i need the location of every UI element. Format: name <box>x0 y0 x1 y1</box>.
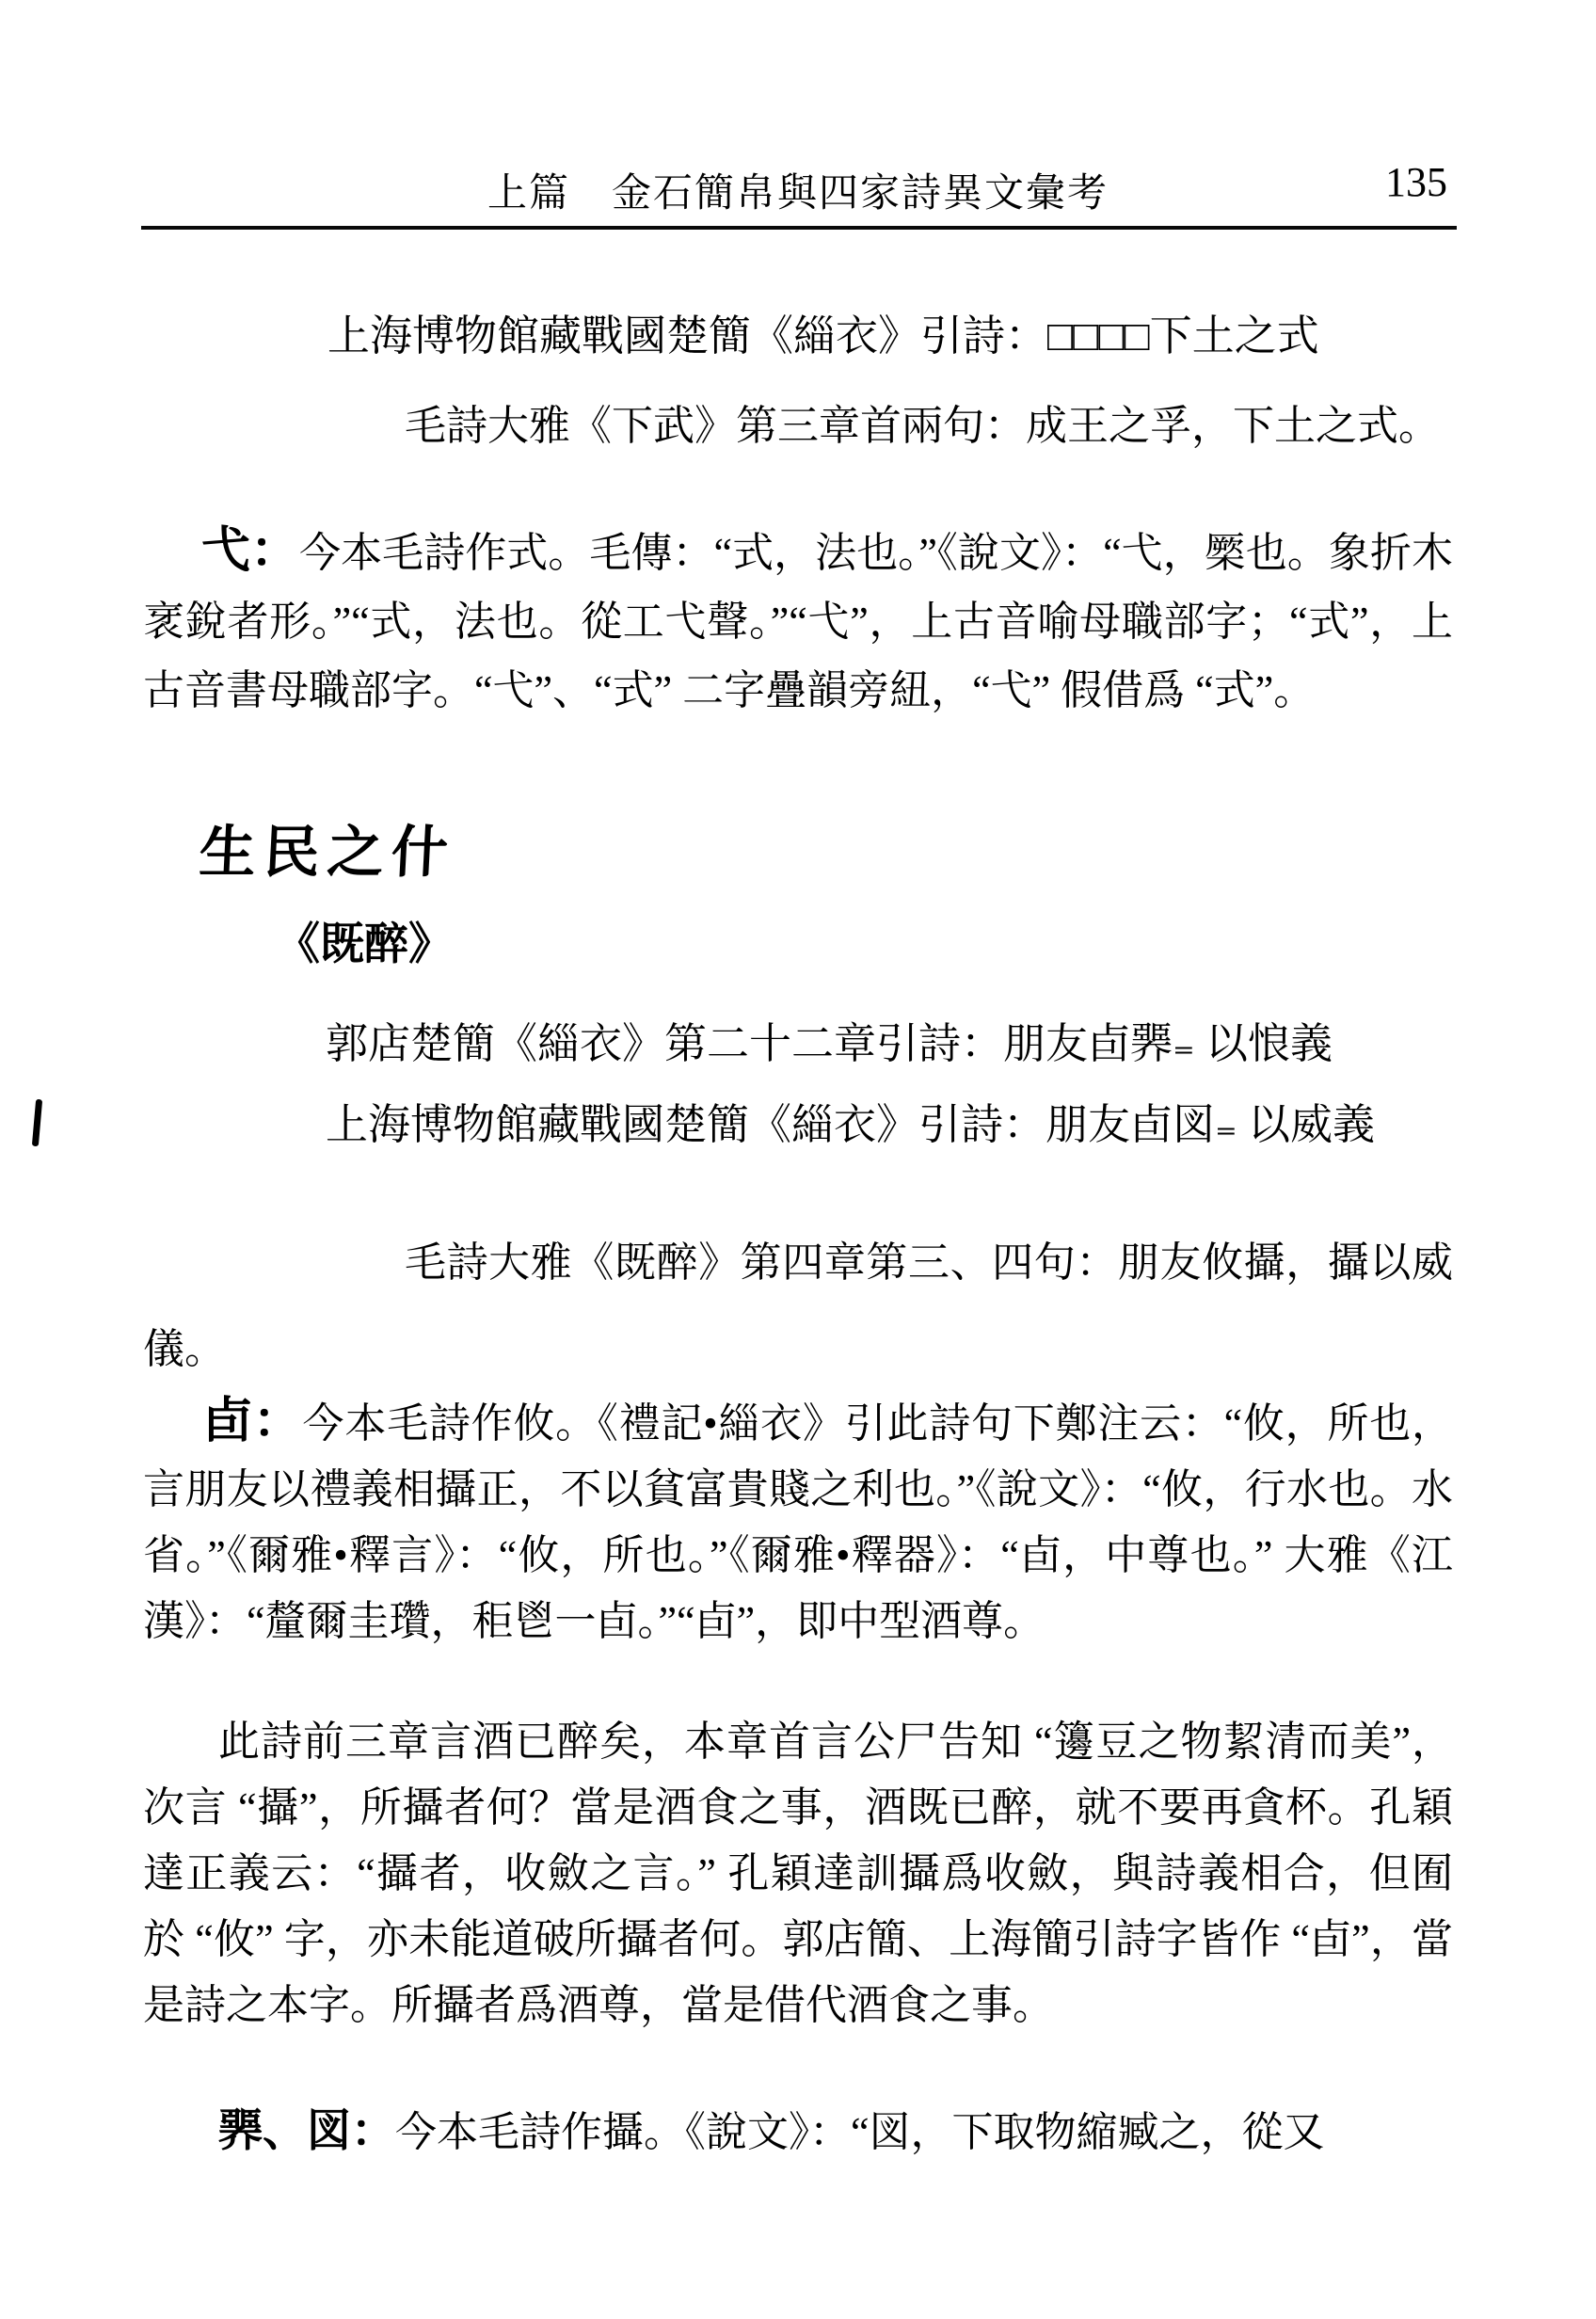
note-paragraph-you <box>143 1389 1453 1655</box>
header-divider-rule <box>141 226 1457 230</box>
note-term-she: 臩、図： <box>218 2107 395 2156</box>
quote-shanghai-jizui: 上海博物館藏戰國楚簡《緇衣》引詩：朋友卣図₌ 以威義 <box>326 1101 1376 1148</box>
quote-maoshi-jizui: 毛詩大雅《既醉》第四章第三、四句：朋友攸攝，攝以威儀。 <box>143 1239 1453 1372</box>
note-paragraph-yi <box>143 517 1453 725</box>
quote-shanghai-xiawu: 上海博物館藏戰國楚簡《緇衣》引詩：□□□□下土之式 <box>327 312 1319 360</box>
quote-guodian-jizui: 郭店楚簡《緇衣》第二十二章引詩：朋友卣臩₌ 以悢義 <box>326 1020 1333 1067</box>
note-term-yi: 弋： <box>201 524 300 578</box>
note-body-yi: 今本毛詩作式。毛傳：“式，法也。”《說文》：“弋，橜也。象折木衺銳者形。”“式，法也。從工弋聲。”“弋”，上古音喻母職部字；“式”，上古音書母職部字。“弋”、“式” 二字疊韻旁紐，“弋” 假借爲 “式”。 <box>143 530 1453 713</box>
note-paragraph-she <box>143 2099 1453 2166</box>
ink-smudge-artifact <box>32 1099 42 1146</box>
note-term-you: 卣： <box>203 1395 303 1448</box>
discussion-paragraph: 此詩前三章言酒已醉矣，本章首言公尸告知 “籩豆之物絜清而美”，次言 “攝”，所攝者何？當是酒食之事，酒既已醉，就不要再貪杯。孔穎達正義云：“攝者，收斂之言。” 孔穎達訓攝爲收斂，與詩義相合，但囿於 “攸” 字，亦未能道破所攝者何。郭店簡、上海簡引詩字皆作 “卣”，當是詩之本字。所攝者爲酒尊，當是借代酒食之事。 <box>143 1719 1453 2028</box>
poem-title-jizui: 《既醉》 <box>276 920 453 969</box>
note-body-she: 今本毛詩作攝。《說文》：“図，下取物縮臧之，從又 <box>395 2109 1325 2155</box>
section-heading-shengmin: 生民之什 <box>197 820 457 886</box>
page-number: 135 <box>1385 159 1447 205</box>
quote-maoshi-xiawu: 毛詩大雅《下武》第三章首兩句：成王之孚，下土之式。 <box>405 403 1440 449</box>
running-header-title: 上篇 金石簡帛與四家詩異文彙考 <box>487 172 1109 216</box>
note-body-you: 今本毛詩作攸。《禮記•緇衣》引此詩句下鄭注云：“攸，所也，言朋友以禮義相攝正，不以貧富貴賤之利也。”《說文》：“攸，行水也。水省。”《爾雅•釋言》：“攸，所也。”《爾雅•釋器》：“卣，中尊也。” 大雅《江漢》：“釐爾圭瓚，秬鬯一卣。”“卣”，即中型酒尊。 <box>143 1400 1453 1644</box>
